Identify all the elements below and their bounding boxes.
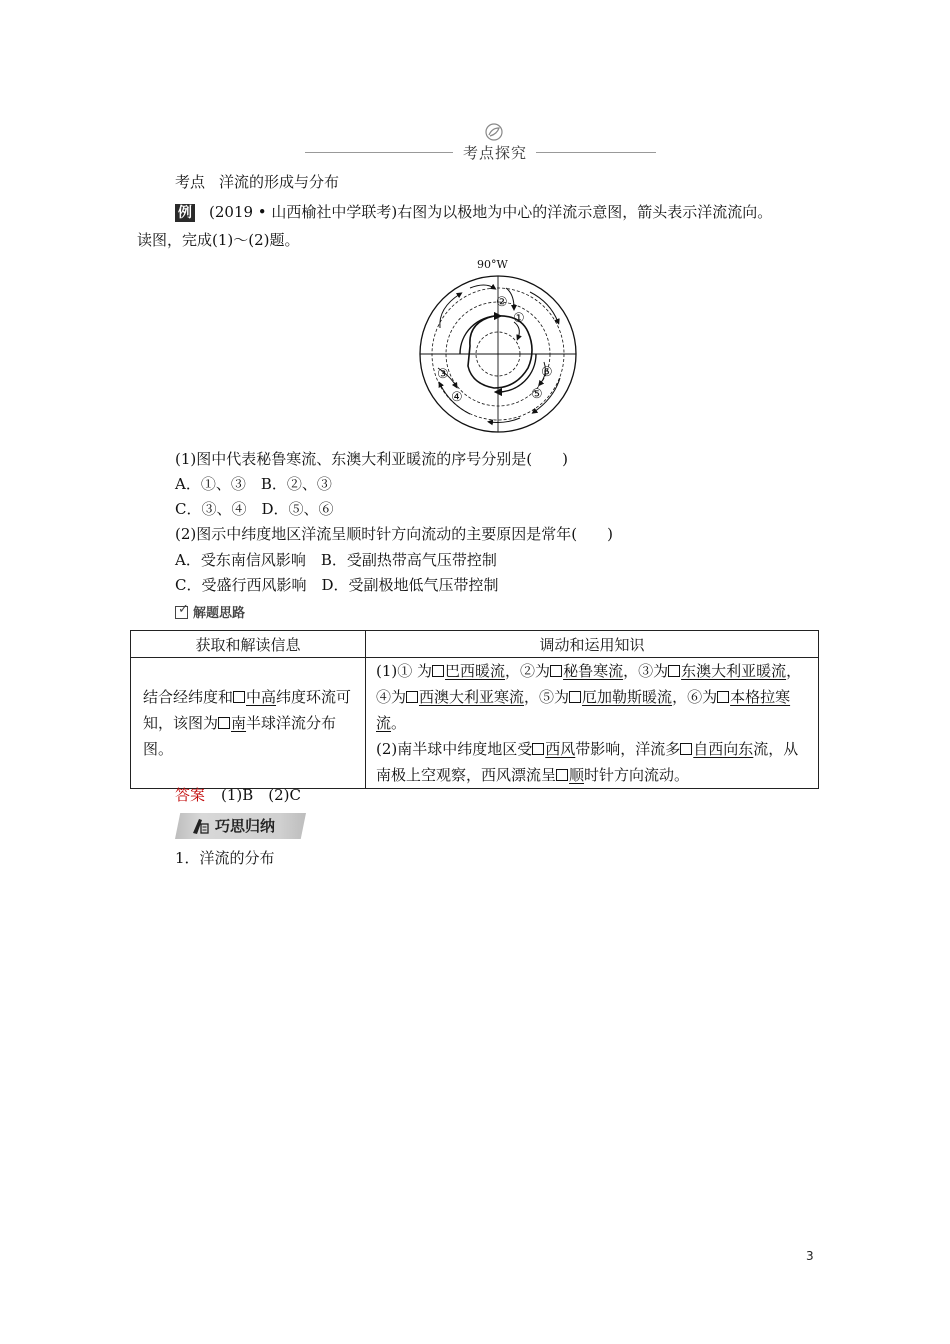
answer-blank: 厄加勒斯暖流 <box>582 688 673 706</box>
answer-blank: 南 <box>231 714 247 732</box>
checkbox-icon: ✓ <box>175 606 188 619</box>
current-label-2: ② <box>496 295 508 310</box>
topic-label: 考点 <box>175 173 206 191</box>
question-2-options-b: C．受盛行西风影响 D．受副极地低气压带控制 <box>175 576 499 594</box>
current-label-5: ⑤ <box>531 387 543 402</box>
cell-text: 。 <box>391 714 407 732</box>
current-label-4: ④ <box>451 390 463 405</box>
answer-blank: 本格拉寒流 <box>376 688 791 732</box>
example-badge: 例 <box>175 204 195 222</box>
example-line-1 <box>175 202 772 222</box>
blank-box <box>680 743 692 755</box>
question-1-options-a: A．①、③ B．②、③ <box>175 475 332 493</box>
answer-blank: 西澳大利亚寒流 <box>419 688 525 706</box>
question-2-options-a: A．受东南信风影响 B．受副热带高气压带控制 <box>175 551 497 569</box>
table-header-row <box>131 631 819 658</box>
section-rule-left <box>305 152 453 153</box>
question-2-stem: (2)图示中纬度地区洋流呈顺时针方向流动的主要原因是常年( ) <box>175 525 613 543</box>
cell-text: ，④为 <box>376 662 802 706</box>
answer-blank: 自西向东 <box>693 740 754 758</box>
answer-blank: 东澳大利亚暖流 <box>681 662 787 680</box>
cell-text: ，⑥为 <box>672 688 718 706</box>
answer-blank: 巴西暖流 <box>445 662 506 680</box>
summary-banner-content <box>175 813 306 839</box>
example-text-1: (2019 • 山西榆社中学联考)右图为以极地为中心的洋流示意图，箭头表示洋流流向。 <box>209 203 773 221</box>
table-cell-knowledge <box>366 658 819 789</box>
solution-heading-text: 解题思路 <box>193 606 246 621</box>
section-title: 考点探究 <box>462 144 527 162</box>
table-cell-info <box>131 658 366 789</box>
blank-box <box>406 691 418 703</box>
answer-blank: 顺 <box>569 766 585 784</box>
answer-label: 答案 <box>175 786 206 804</box>
blank-box <box>569 691 581 703</box>
current-label-1: ① <box>513 311 525 326</box>
section-leaf-icon <box>482 122 506 142</box>
blank-box <box>532 743 544 755</box>
solution-heading <box>175 602 246 623</box>
table-header-col2: 调动和运用知识 <box>366 631 819 658</box>
blank-box <box>717 691 729 703</box>
figure-top-label: 90°W <box>477 258 508 271</box>
cell-text: (2)南半球中纬度地区受 <box>376 740 533 758</box>
cell-text: (1)① 为 <box>376 662 433 680</box>
cell-text: 纬度环流可知，该图为 <box>143 688 352 732</box>
cell-text: 流，从南极上空观察，西风漂流呈 <box>376 740 799 784</box>
example-line-2: 读图，完成(1)～(2)题。 <box>137 231 300 249</box>
blank-box <box>668 665 680 677</box>
blank-box <box>432 665 444 677</box>
section-rule-right <box>536 152 656 153</box>
answer-text: (1)B (2)C <box>221 786 302 804</box>
question-1-stem: (1)图中代表秘鲁寒流、东澳大利亚暖流的序号分别是( ) <box>175 450 568 468</box>
answer-blank: 秘鲁寒流 <box>563 662 624 680</box>
cell-text: ，⑤为 <box>524 688 570 706</box>
blank-box <box>556 769 568 781</box>
blank-box <box>218 717 230 729</box>
pen-icon <box>189 815 211 837</box>
cell-text: 带影响，洋流多 <box>575 740 681 758</box>
answer-blank: 西风 <box>545 740 576 758</box>
topic-line <box>175 172 339 192</box>
table-row <box>131 658 819 789</box>
question-1-options-b: C．③、④ D．⑤、⑥ <box>175 500 334 518</box>
current-label-6: ⑥ <box>541 365 553 380</box>
blank-box <box>550 665 562 677</box>
cell-text: 半球洋流分布图。 <box>143 714 337 758</box>
summary-banner-text: 巧思归纳 <box>215 817 276 835</box>
current-label-3: ③ <box>437 367 449 382</box>
table-header-col1: 获取和解读信息 <box>131 631 366 658</box>
cell-text: ，③为 <box>623 662 669 680</box>
blank-box <box>233 691 245 703</box>
ocean-current-figure <box>410 258 586 440</box>
cell-text: 时针方向流动。 <box>584 766 690 784</box>
page-number: 3 <box>806 1249 814 1263</box>
solution-table <box>130 630 819 789</box>
summary-item-1: 1．洋流的分布 <box>175 849 275 867</box>
polar-diagram <box>410 258 586 440</box>
cell-text: ，②为 <box>505 662 551 680</box>
answer-line <box>175 785 301 805</box>
answer-blank: 中高 <box>246 688 277 706</box>
topic-title: 洋流的形成与分布 <box>219 173 340 191</box>
cell-text: 结合经纬度和 <box>143 688 234 706</box>
